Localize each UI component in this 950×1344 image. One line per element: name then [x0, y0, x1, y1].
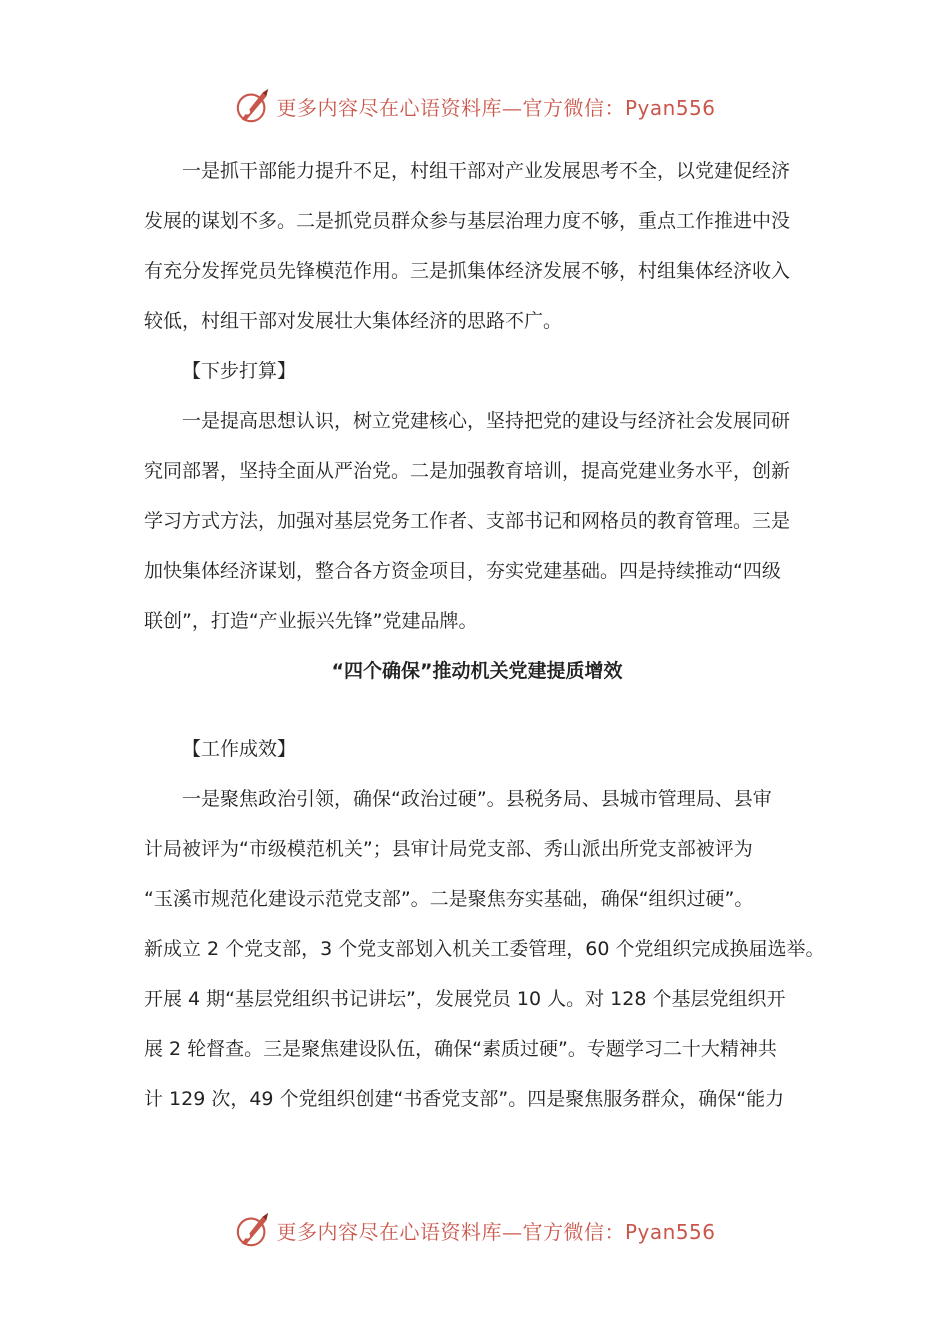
para3-line-1: 一是聚焦政治引领，确保“政治过硬”。县税务局、县城市管理局、县审: [182, 788, 772, 810]
document-body: [144, 146, 825, 1124]
para1-line-2: 发展的谋划不多。二是抓党员群众参与基层治理力度不够，重点工作推进中没: [144, 210, 791, 232]
para3-line-5: 开展 4 期“基层党组织书记讲坛”，发展党员 10 人。对 128 个基层党组织开: [144, 988, 786, 1010]
para3-line-7: 计 129 次，49 个党组织创建“书香党支部”。四是聚焦服务群众，确保“能力: [144, 1088, 785, 1110]
quill-logo-icon: [234, 1211, 272, 1249]
para3-line-6: 展 2 轮督查。三是聚焦建设队伍，确保“素质过硬”。专题学习二十大精神共: [144, 1038, 777, 1060]
para1-line-3: 有充分发挥党员先锋模范作用。三是抓集体经济发展不够，村组集体经济收入: [144, 260, 791, 282]
para1-line-4: 较低，村组干部对发展壮大集体经济的思路不广。: [144, 310, 563, 332]
watermark-wechat-id: Pyan556: [624, 95, 716, 120]
heading-results: 【工作成效】: [182, 738, 297, 760]
para2-line-5: 联创”，打造“产业振兴先锋”党建品牌。: [144, 610, 478, 632]
para2-line-1: 一是提高思想认识，树立党建核心，坚持把党的建设与经济社会发展同研: [182, 410, 791, 432]
watermark-wechat-id: Pyan556: [624, 1219, 716, 1244]
watermark-text: 更多内容尽在心语资料库—官方微信：Pyan556: [276, 1219, 716, 1244]
quill-logo-icon: [234, 87, 272, 125]
para3-line-4: 新成立 2 个党支部，3 个党支部划入机关工委管理，60 个党组织完成换届选举。: [144, 938, 825, 960]
para2-line-4: 加快集体经济谋划，整合各方资金项目，夯实党建基础。四是持续推动“四级: [144, 560, 781, 582]
footer-watermark: [0, 1208, 950, 1252]
watermark-text: 更多内容尽在心语资料库—官方微信：Pyan556: [276, 95, 716, 120]
para1-line-1: 一是抓干部能力提升不足，村组干部对产业发展思考不全，以党建促经济: [182, 160, 791, 182]
section-gap: [144, 696, 810, 724]
para3-line-3: “玉溪市规范化建设示范党支部”。二是聚焦夯实基础，确保“组织过硬”。: [144, 888, 754, 910]
heading-next-steps: 【下步打算】: [182, 360, 297, 382]
section-title: “四个确保”推动机关党建提质增效: [331, 660, 623, 682]
para2-line-3: 学习方式方法，加强对基层党务工作者、支部书记和网格员的教育管理。三是: [144, 510, 791, 532]
para2-line-2: 究同部署，坚持全面从严治党。二是加强教育培训，提高党建业务水平，创新: [144, 460, 791, 482]
para3-line-2: 计局被评为“市级模范机关”；县审计局党支部、秀山派出所党支部被评为: [144, 838, 753, 860]
header-watermark: [0, 84, 950, 128]
